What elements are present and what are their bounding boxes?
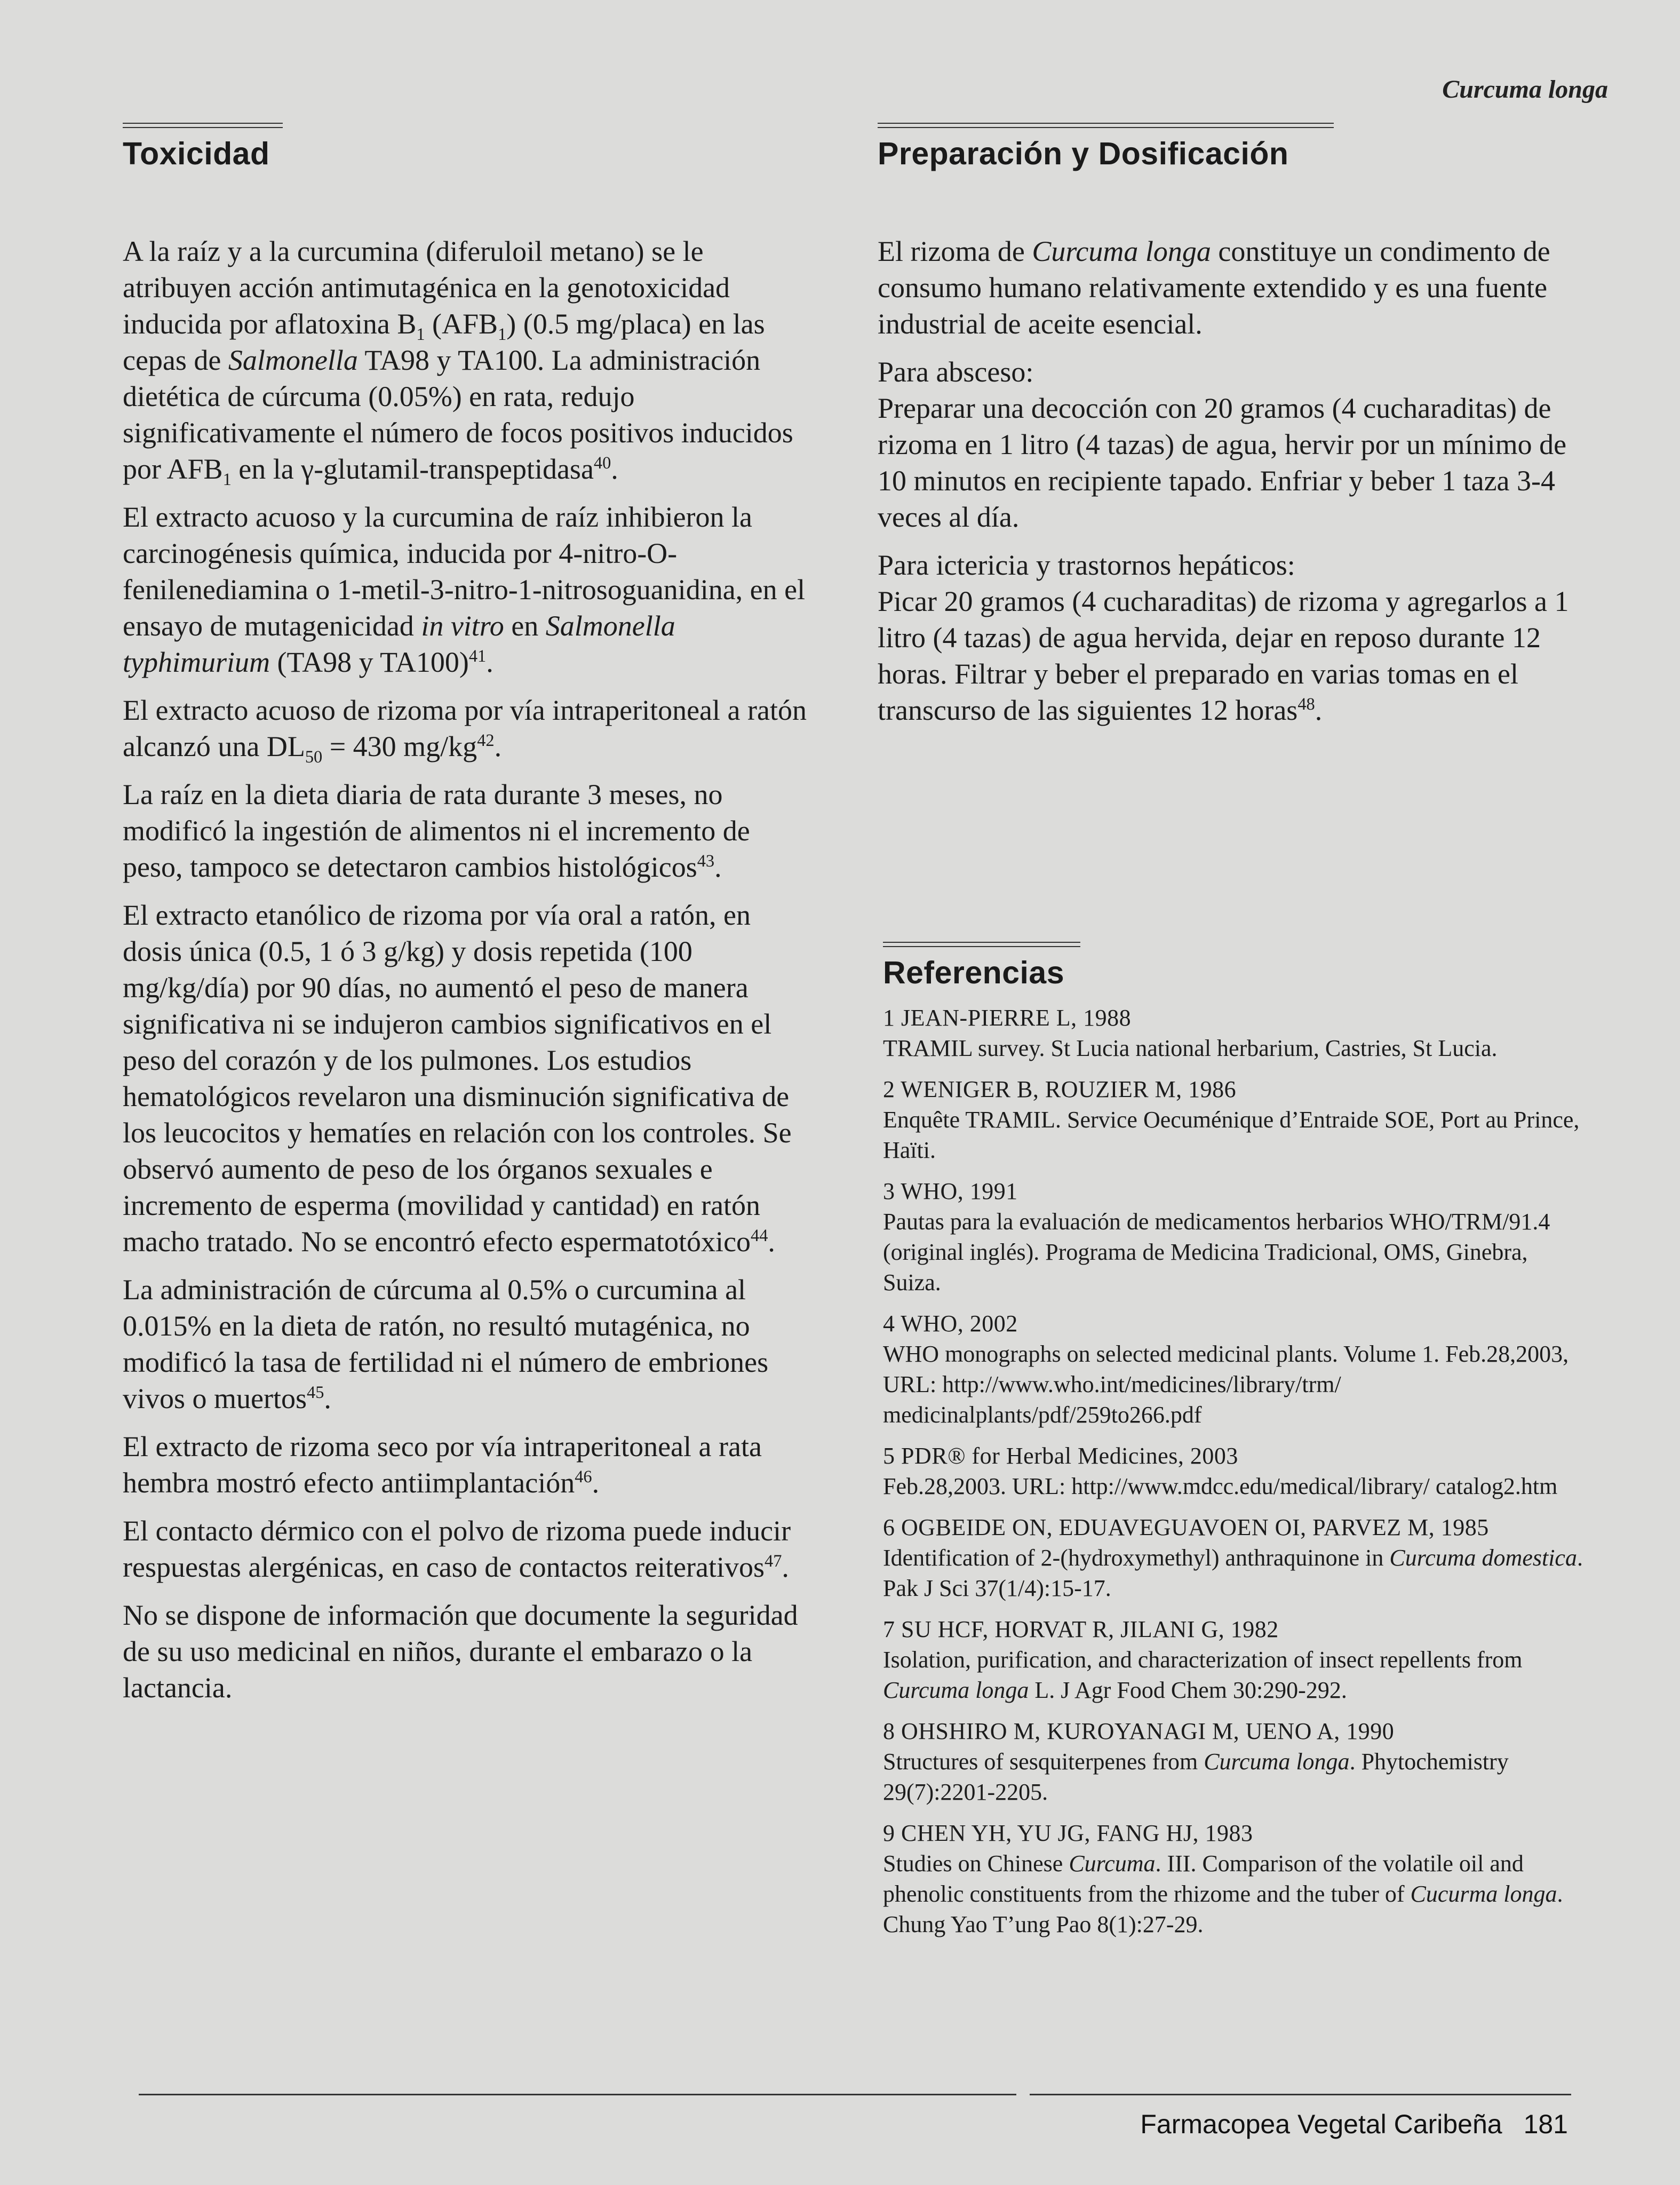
referencias-section <box>883 942 1587 1950</box>
reference-item <box>883 1074 1587 1165</box>
reference-head: 1 JEAN-PIERRE L, 1988 <box>883 1005 1132 1031</box>
toxicidad-paragraph-2: El extracto acuoso y la curcumina de raíz inhibieron la carcinogénesis química, inducida por 4-nitro-O-fenilenediamina o 1-metil-3-nitro-1-nitrosoguanidina, en el ensayo de mutagenicidad in vitro en Salmonella typhimurium (TA98 y TA100)$^{41}$. <box>123 501 806 678</box>
footer-rule <box>139 2094 1016 2095</box>
reference-body: Studies on Chinese Curcuma. III. Comparison of the volatile oil and phenolic constituents from the rhizome and the tuber of Cucurma longa. Chung Yao T’ung Pao 8(1):27-29. <box>883 1850 1563 1937</box>
reference-head: 6 OGBEIDE ON, EDUAVEGUAVOEN OI, PARVEZ M, 1985 <box>883 1514 1489 1540</box>
toxicidad-paragraph-7: El extracto de rizoma seco por vía intraperitoneal a rata hembra mostró efecto antiimplantación$^{46}$. <box>123 1431 762 1499</box>
toxicidad-paragraph-3: El extracto acuoso de rizoma por vía intraperitoneal a ratón alcanzó una $DL_{50} = 430$ $mg/kg^{42}$. <box>123 694 807 767</box>
reference-item <box>883 1716 1587 1807</box>
ictericia-block: Para ictericia y trastornos hepáticos: Picar 20 gramos (4 cucharaditas) de rizoma y agregarlos a 1 litro (4 tazas) de agua hervida, dejar en reposo durante 12 horas. Filtrar y beber el preparado en varias tomas en el transcurso de las siguientes 12 horas$^{48}$. <box>878 549 1569 726</box>
toxicidad-paragraph-4: La raíz en la dieta diaria de rata durante 3 meses, no modificó la ingestión de alimentos ni el incremento de peso, tampoco se detectaron cambios histológicos$^{43}$. <box>123 778 750 883</box>
absceso-text: Preparar una decocción con 20 gramos (4 cucharaditas) de rizoma en 1 litro (4 tazas) de agua, hervir por un mínimo de 10 minutos en recipiente tapado. Enfriar y beber 1 taza 3-4 veces al día. <box>878 392 1567 533</box>
toxicidad-paragraph-5: El extracto etanólico de rizoma por vía oral a ratón, en dosis única (0.5, 1 ó 3 g/kg) y dosis repetida (100 mg/kg/día) por 90 días, no aumentó el peso de manera significativa ni se indujeron cambios significativos en el peso del corazón y de los pulmones. Los estudios hematológicos revelaron una disminución significativa de los leucocitos y hematíes en relación con los controles. Se observó aumento de peso de los órganos sexuales e incremento de esperma (movilidad y cantidad) en ratón macho tratado. No se encontró efecto espermatotóxico$^{44}$. <box>123 899 792 1258</box>
reference-head: 9 CHEN YH, YU JG, FANG HJ, 1983 <box>883 1820 1253 1846</box>
page-number: 181 <box>1523 2109 1568 2139</box>
heading-rule <box>883 942 1080 947</box>
reference-item <box>883 1512 1587 1603</box>
referencias-heading: Referencias <box>883 955 1065 990</box>
reference-body: Enquête TRAMIL. Service Oecuménique d’Entraide SOE, Port au Prince, Haïti. <box>883 1107 1580 1163</box>
preparacion-heading: Preparación y Dosificación <box>878 136 1289 171</box>
reference-body: WHO monographs on selected medicinal plants. Volume 1. Feb.28,2003, URL: http://www.who.int/medicines/library/trm/ medicinalplants/pdf/259to266.pdf <box>883 1341 1569 1428</box>
reference-head: 7 SU HCF, HORVAT R, JILANI G, 1982 <box>883 1616 1279 1642</box>
reference-head: 4 WHO, 2002 <box>883 1310 1018 1337</box>
toxicidad-body <box>123 233 811 1706</box>
preparacion-paragraph-1: El rizoma de Curcuma longa constituye un condimento de consumo humano relativamente extendido y es una fuente industrial de aceite esencial. <box>878 235 1550 340</box>
toxicidad-heading: Toxicidad <box>123 136 270 171</box>
reference-body: Structures of sesquiterpenes from Curcuma longa. Phytochemistry 29(7):2201-2205. <box>883 1749 1509 1805</box>
toxicidad-paragraph-8: El contacto dérmico con el polvo de rizoma puede inducir respuestas alergénicas, en caso de contactos reiterativos$^{47}$. <box>123 1515 791 1583</box>
running-head: Curcuma longa <box>1442 75 1608 104</box>
reference-item <box>883 1176 1587 1298</box>
reference-head: 8 OHSHIRO M, KUROYANAGI M, UENO A, 1990 <box>883 1718 1395 1744</box>
heading-rule <box>878 123 1334 128</box>
toxicidad-paragraph-6: La administración de cúrcuma al 0.5% o curcumina al 0.015% en la dieta de ratón, no resultó mutagénica, no modificó la tasa de fertilidad ni el número de embriones vivos o muertos$^{45}$. <box>123 1274 769 1415</box>
reference-head: 3 WHO, 1991 <box>883 1178 1018 1204</box>
reference-item <box>883 1614 1587 1705</box>
reference-item <box>883 1441 1587 1501</box>
preparacion-body <box>878 233 1582 728</box>
absceso-title: Para absceso: <box>878 356 1034 388</box>
reference-body: Isolation, purification, and characterization of insect repellents from Curcuma longa L. J Agr Food Chem 30:290-292. <box>883 1647 1523 1703</box>
publication-title: Farmacopea Vegetal Caribeña <box>1140 2109 1502 2139</box>
page-footer <box>1140 2109 1568 2140</box>
heading-rule <box>123 123 283 128</box>
reference-body: Identification of 2-(hydroxymethyl) anthraquinone in Curcuma domestica. Pak J Sci 37(1/4):15-17. <box>883 1545 1583 1601</box>
reference-head: 5 PDR® for Herbal Medicines, 2003 <box>883 1443 1238 1469</box>
toxicidad-section <box>123 123 811 1718</box>
toxicidad-paragraph-1: A la raíz y a la curcumina (diferuloil metano) se le atribuyen acción antimutagénica en la genotoxicidad inducida por aflatoxina $B_1$ $(AFB_1)$ (0.5 mg/placa) en las cepas de Salmonella TA98 y TA100. La administración dietética de cúrcuma (0.05%) en rata, redujo significativamente el número de focos positivos inducidos por $AFB_1$ en la γ-glutamil-transpeptidasa$^{40}$. <box>123 235 793 489</box>
reference-body: TRAMIL survey. St Lucia national herbarium, Castries, St Lucia. <box>883 1035 1498 1061</box>
reference-item <box>883 1308 1587 1430</box>
footer-rule <box>1030 2094 1571 2095</box>
reference-item <box>883 1003 1587 1063</box>
ictericia-title: Para ictericia y trastornos hepáticos: <box>878 549 1295 581</box>
reference-body: Feb.28,2003. URL: http://www.mdcc.edu/medical/library/ catalog2.htm <box>883 1473 1558 1499</box>
absceso-block <box>878 354 1582 535</box>
ictericia-text: Picar 20 gramos (4 cucharaditas) de rizoma y agregarlos a 1 litro (4 tazas) de agua hervida, dejar en reposo durante 12 horas. Filtrar y beber el preparado en varias tomas en el transcurso de las siguientes 12 horas <box>878 585 1569 726</box>
toxicidad-paragraph-9: No se dispone de información que documente la seguridad de su uso medicinal en niños, durante el embarazo o la lactancia. <box>123 1599 798 1704</box>
reference-head: 2 WENIGER B, ROUZIER M, 1986 <box>883 1076 1237 1102</box>
reference-item <box>883 1818 1587 1940</box>
reference-body: Pautas para la evaluación de medicamentos herbarios WHO/TRM/91.4 (original inglés). Programa de Medicina Tradicional, OMS, Ginebra, Suiza. <box>883 1209 1550 1296</box>
preparacion-section <box>878 123 1582 740</box>
